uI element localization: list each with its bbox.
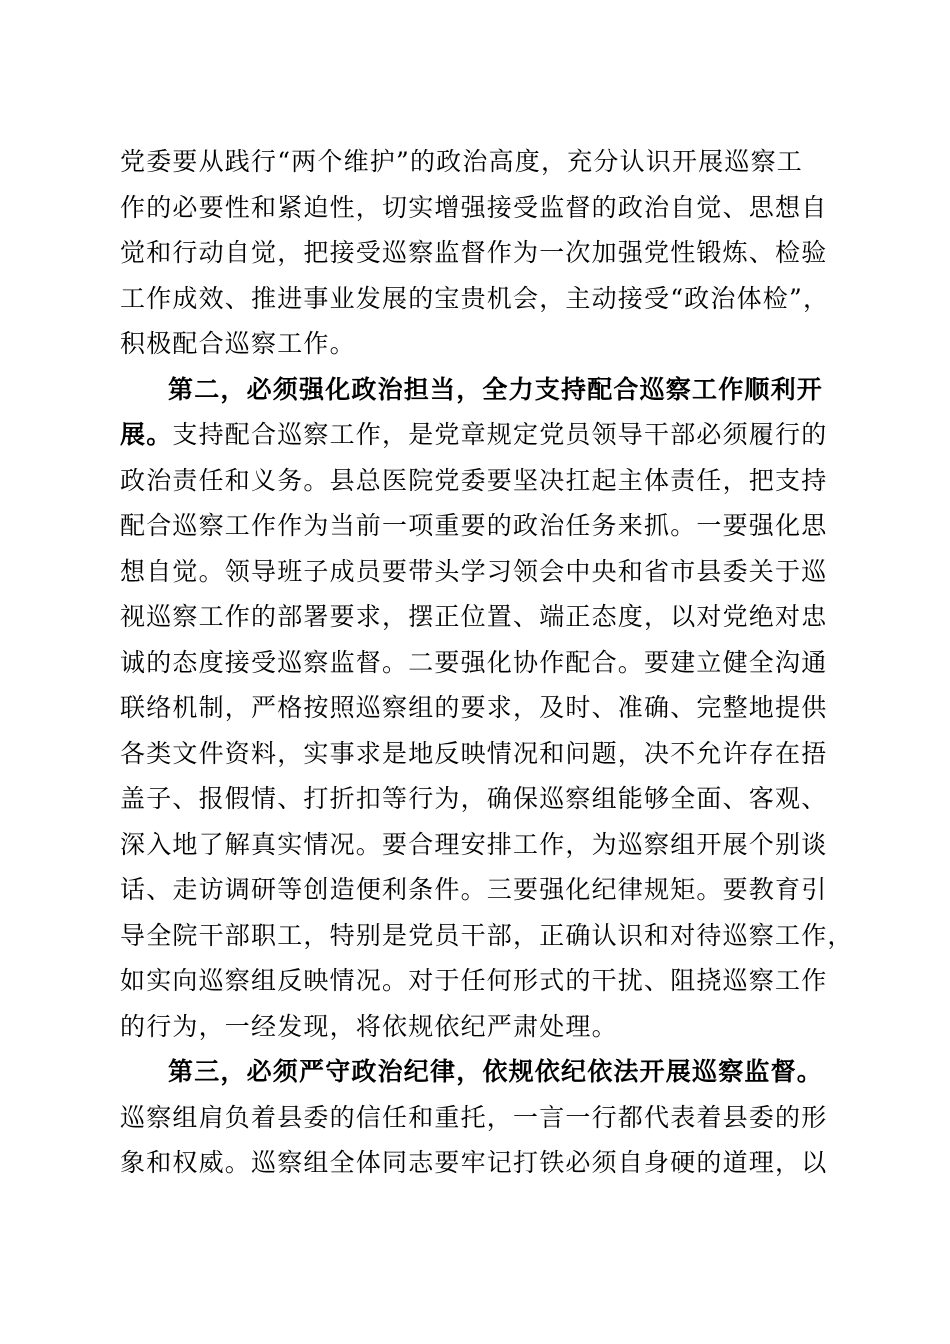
text-line [120,640,832,686]
body-text-run: 深入地了解真实情况。要合理安排工作，为巡察组开展个别谈 [120,829,828,859]
body-text-run: 支持配合巡察工作，是党章规定党员领导干部必须履行的 [172,420,828,449]
body-text-run: 各类文件资料，实事求是地反映情况和问题，决不允许存在捂 [120,738,828,768]
body-text-run: 巡察组肩负着县委的信任和重托，一言一行都代表着县委的形 [120,1102,828,1132]
text-line [120,822,832,868]
text-line [120,321,832,367]
body-text-run: 党委要从践行“两个维护”的政治高度，充分认识开展巡察工 [120,147,803,176]
body-text-run: 工作成效、推进事业发展的宝贵机会，主动接受“政治体检”， [120,283,830,313]
body-text-run: 的行为，一经发现，将依规依纪严肃处理。 [120,1011,618,1041]
text-line [120,412,832,458]
text-line [120,594,832,640]
bold-heading-text: 展。 [120,420,173,449]
body-text-run: 联络机制，严格按照巡察组的要求，及时、准确、完整地提供 [120,693,828,722]
text-line [120,1004,832,1050]
body-text-run: 话、走访调研等创造便利条件。三要强化纪律规矩。要教育引 [120,875,828,904]
text-line [120,867,832,913]
text-line [120,230,832,276]
text-line [120,958,832,1004]
body-text-run: 配合巡察工作作为当前一项重要的政治任务来抓。一要强化思 [120,511,828,540]
body-text-run: 诚的态度接受巡察监督。二要强化协作配合。要建立健全沟通 [120,647,828,677]
text-line [120,276,832,322]
text-line [120,1095,832,1141]
text-line [120,913,854,959]
text-line [120,139,832,185]
text-line [120,731,832,777]
text-line [120,1140,832,1186]
text-line [120,367,832,413]
body-text-run: 视巡察工作的部署要求，摆正位置、端正态度，以对党绝对忠 [120,602,828,631]
bold-heading-text: 第三，必须严守政治纪律，依规依纪依法开展巡察监督。 [168,1057,824,1086]
text-line [120,458,832,504]
bold-heading-text: 第二，必须强化政治担当，全力支持配合巡察工作顺利开 [168,374,824,404]
body-text-run: 积极配合巡察工作。 [120,329,356,358]
body-text [120,139,854,1186]
body-text-run: 作的必要性和紧迫性，切实增强接受监督的政治自觉、思想自 [120,192,828,222]
text-line [120,776,832,822]
body-text-run: 如实向巡察组反映情况。对于任何形式的干扰、阻挠巡察工作 [120,966,828,995]
body-text-run: 象和权威。巡察组全体同志要牢记打铁必须自身硬的道理，以 [120,1148,828,1177]
text-line [120,549,832,595]
body-text-run: 导全院干部职工，特别是党员干部，正确认识和对待巡察工作， [120,920,854,950]
text-line [120,185,832,231]
body-text-run: 想自觉。领导班子成员要带头学习领会中央和省市县委关于巡 [120,556,828,586]
text-line [120,1049,832,1095]
body-text-run: 觉和行动自觉，把接受巡察监督作为一次加强党性锻炼、检验 [120,238,828,267]
body-text-run: 政治责任和义务。县总医院党委要坚决扛起主体责任，把支持 [120,465,828,495]
text-line [120,685,832,731]
text-line [120,503,832,549]
body-text-run: 盖子、报假情、打折扣等行为，确保巡察组能够全面、客观、 [120,784,828,813]
